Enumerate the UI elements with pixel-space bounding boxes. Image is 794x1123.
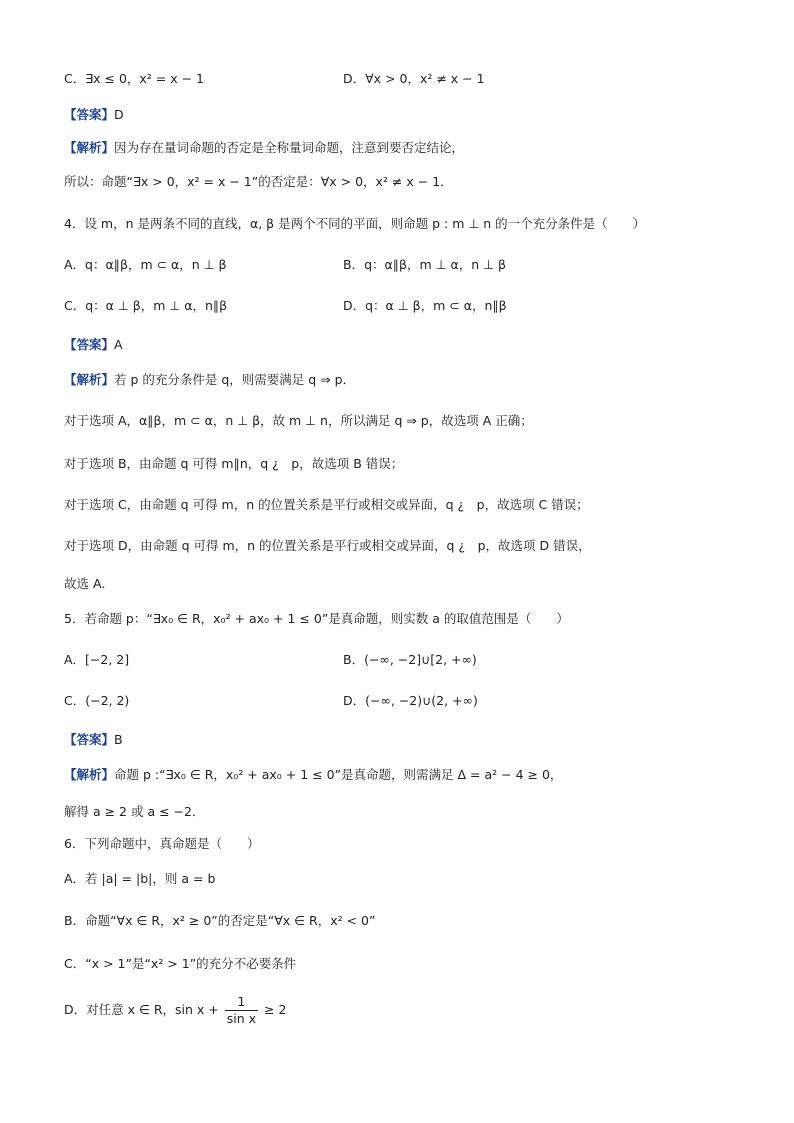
- analysis-text: 若 p 的充分条件是 q，则需要满足 q ⇒ p．: [114, 372, 356, 387]
- q4-analysis-line-2: 对于选项 A，α∥β，m ⊂ α，n ⊥ β，故 m ⊥ n，所以满足 q ⇒ p，故选项 A 正确；: [64, 413, 533, 428]
- q4-analysis-line-6: 故选 A．: [64, 576, 115, 591]
- analysis-tag: 【解析】: [64, 372, 115, 387]
- q4-stem: 4．设 m，n 是两条不同的直线，α, β 是两个不同的平面，则命题 p : m ⊥ n 的一个充分条件是（ ）: [64, 216, 646, 231]
- q5-stem: 5．若命题 p：“∃x₀ ∈ R，x₀² + ax₀ + 1 ≤ 0”是真命题，则实数 a 的取值范围是（ ）: [64, 611, 569, 626]
- q6-stem: 6．下列命题中，真命题是（ ）: [64, 836, 260, 851]
- q4-option-c: C．q：α ⊥ β，m ⊥ α，n∥β: [64, 298, 228, 313]
- answer-tag: 【答案】: [64, 732, 115, 747]
- q4-analysis-line-4: 对于选项 C，由命题 q 可得 m，n 的位置关系是平行或相交或异面，q ¿ p，故选项 C 错误；: [64, 497, 589, 512]
- q4-option-a: A．q：α∥β，m ⊂ α，n ⊥ β: [64, 257, 227, 272]
- q3-answer: [64, 106, 124, 124]
- q5-analysis-line-2: 解得 a ≥ 2 或 a ≤ −2．: [64, 804, 205, 819]
- q6-option-c: C．“x > 1”是“x² > 1”的充分不必要条件: [64, 956, 297, 971]
- q5-option-b: B．(−∞, −2]∪[2, +∞): [343, 652, 477, 667]
- q6-option-b: B．命题“∀x ∈ R，x² ≥ 0”的否定是“∀x ∈ R，x² < 0”: [64, 913, 376, 928]
- q3-analysis-line-1: [64, 139, 464, 157]
- q6-option-d: [64, 994, 286, 1027]
- q3-option-d: D．∀x > 0，x² ≠ x − 1: [343, 71, 485, 86]
- fraction-numerator: 1: [237, 994, 246, 1009]
- answer-value: A: [114, 337, 123, 352]
- analysis-text: 命题 p :“∃x₀ ∈ R，x₀² + ax₀ + 1 ≤ 0”是真命题，则需满足 Δ = a² − 4 ≥ 0，: [114, 767, 563, 782]
- answer-tag: 【答案】: [64, 337, 115, 352]
- q3-analysis-line-2: 所以：命题“∃x > 0，x² = x − 1”的否定是：∀x > 0，x² ≠ x − 1．: [64, 174, 453, 189]
- answer-value: D: [114, 107, 124, 122]
- q3-option-c: C．∃x ≤ 0，x² = x − 1: [64, 71, 204, 86]
- q5-option-d: D．(−∞, −2)∪(2, +∞): [343, 693, 478, 708]
- q4-analysis-line-5: 对于选项 D，由命题 q 可得 m，n 的位置关系是平行或相交或异面，q ¿ p，故选项 D 错误，: [64, 538, 591, 553]
- fraction-denominator: sin x: [226, 1011, 257, 1026]
- q5-option-c: C．(−2, 2): [64, 693, 130, 708]
- answer-value: B: [114, 732, 123, 747]
- q6-option-a: A．若 |a| = |b|，则 a = b: [64, 871, 216, 886]
- q5-analysis-line-1: [64, 766, 562, 784]
- q6-option-d-prefix: D．对任意 x ∈ R，sin x +: [64, 1002, 219, 1017]
- q4-analysis-line-3: 对于选项 B，由命题 q 可得 m∥n，q ¿ p，故选项 B 错误；: [64, 456, 404, 471]
- q6-option-d-suffix: ≥ 2: [264, 1002, 287, 1017]
- q4-option-b: B．q：α∥β，m ⊥ α，n ⊥ β: [343, 257, 506, 272]
- answer-tag: 【答案】: [64, 107, 115, 122]
- q4-option-d: D．q：α ⊥ β，m ⊂ α，n∥β: [343, 298, 507, 313]
- analysis-tag: 【解析】: [64, 140, 115, 155]
- fraction: [225, 994, 258, 1027]
- analysis-tag: 【解析】: [64, 767, 115, 782]
- q4-analysis-line-1: [64, 371, 355, 389]
- q4-answer: [64, 336, 123, 354]
- analysis-text: 因为存在量词命题的否定是全称量词命题，注意到要否定结论，: [114, 140, 465, 155]
- q5-option-a: A．[−2, 2]: [64, 652, 130, 667]
- q5-answer: [64, 731, 123, 749]
